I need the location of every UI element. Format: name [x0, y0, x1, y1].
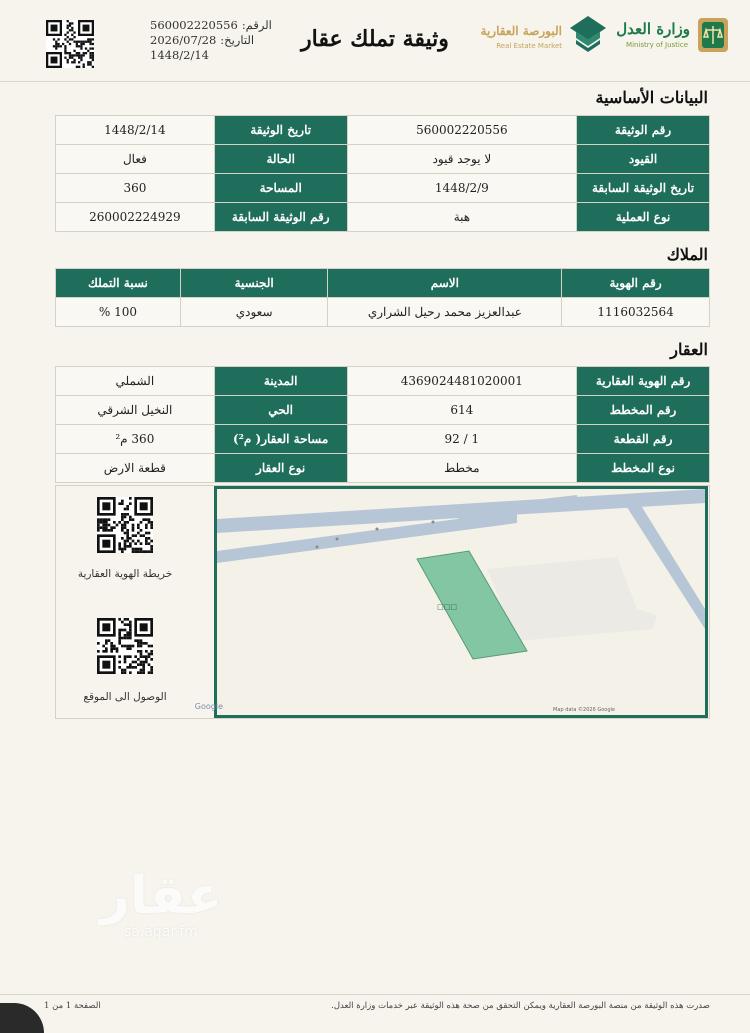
location-qr-code[interactable]	[97, 618, 153, 674]
label-cell: مساحة العقار( م²)	[214, 425, 347, 454]
document-meta	[150, 18, 290, 63]
footer-note: صدرت هذه الوثيقة من منصة البورصة العقارية ويمكن التحقق من صحة هذه الوثيقة عبر خدمات وزارة العدل.	[331, 1001, 710, 1011]
watermark-domain: sa.aqar.fm	[124, 924, 198, 940]
label-cell: القيود	[577, 145, 710, 174]
label-cell: الحي	[214, 396, 347, 425]
property-map-qr-label: خريطة الهوية العقارية	[77, 568, 173, 580]
property-title: العقار	[670, 340, 708, 359]
document-footer	[0, 994, 750, 1016]
parcel-label: □□□	[437, 603, 457, 611]
property-map-qr-code[interactable]	[97, 497, 153, 553]
table-row	[56, 203, 710, 232]
label-cell: الحالة	[214, 145, 347, 174]
real-estate-market-logo	[478, 14, 608, 56]
moj-logo-text: وزارة العدل	[616, 20, 690, 38]
meta-date-row	[150, 33, 290, 48]
table-header-row	[56, 269, 710, 298]
meta-number-value: 560002220556	[150, 18, 238, 32]
meta-date-value: 2026/07/28	[150, 33, 217, 47]
real-estate-market-mark-icon	[568, 14, 608, 54]
google-map-logo: Google	[194, 702, 223, 711]
meta-number-row	[150, 18, 290, 33]
label-cell: تاريخ الوثيقة	[214, 116, 347, 145]
table-row	[56, 145, 710, 174]
value-cell: 260002224929	[56, 203, 215, 232]
table-row	[56, 367, 710, 396]
rem-logo-text: البورصة العقارية	[480, 24, 562, 38]
aqar-watermark	[100, 868, 230, 948]
value-cell: 360 م²	[56, 425, 215, 454]
table-row	[56, 454, 710, 483]
map-attribution: Map data ©2026 Google	[553, 707, 615, 713]
value-cell: 560002220556	[347, 116, 576, 145]
value-cell: مخطط	[347, 454, 577, 483]
property-map[interactable]	[194, 486, 708, 718]
label-cell: رقم القطعة	[577, 425, 710, 454]
owner-name-cell: عبدالعزيز محمد رحيل الشراري	[328, 298, 562, 327]
document-qr-code[interactable]	[46, 20, 94, 68]
basic-data-title: البيانات الأساسية	[595, 88, 708, 107]
owner-share-cell: 100 %	[56, 298, 181, 327]
value-cell: 1 / 92	[347, 425, 577, 454]
value-cell: 4369024481020001	[347, 367, 577, 396]
document-title: وثيقة تملك عقار	[301, 26, 449, 52]
justice-emblem-icon	[696, 14, 730, 54]
meta-date-label: التاريخ:	[220, 33, 255, 47]
value-cell: 614	[347, 396, 577, 425]
label-cell: نوع العقار	[214, 454, 347, 483]
table-row	[56, 396, 710, 425]
value-cell: لا يوجد قيود	[347, 145, 576, 174]
location-qr-label: الوصول الى الموقع	[83, 691, 167, 703]
label-cell: رقم المخطط	[577, 396, 710, 425]
label-cell: المدينة	[214, 367, 347, 396]
moj-logo-subtext: Ministry of Justice	[626, 41, 688, 49]
label-cell: رقم الوثيقة	[577, 116, 710, 145]
meta-hijri-row	[150, 48, 290, 63]
column-header: الاسم	[328, 269, 562, 298]
value-cell: 1448/2/9	[347, 174, 576, 203]
owner-nationality-cell: سعودي	[180, 298, 328, 327]
label-cell: تاريخ الوثيقة السابقة	[577, 174, 710, 203]
property-table	[55, 366, 710, 483]
label-cell: نوع المخطط	[577, 454, 710, 483]
document-header	[0, 0, 750, 82]
table-row	[56, 298, 710, 327]
value-cell: قطعة الارض	[56, 454, 215, 483]
meta-number-label: الرقم:	[241, 18, 272, 32]
table-row	[56, 425, 710, 454]
basic-data-table	[55, 115, 710, 232]
label-cell: رقم الهوية العقارية	[577, 367, 710, 396]
value-cell: هبة	[347, 203, 576, 232]
page-number: الصفحة 1 من 1	[44, 1001, 101, 1011]
value-cell: 360	[56, 174, 215, 203]
owner-id-cell: 1116032564	[562, 298, 710, 327]
rem-logo-subtext: Real Estate Market	[496, 42, 562, 50]
label-cell: المساحة	[214, 174, 347, 203]
watermark-arabic: عقار	[100, 866, 223, 926]
value-cell: النخيل الشرقي	[56, 396, 215, 425]
column-header: رقم الهوية	[562, 269, 710, 298]
table-row	[56, 174, 710, 203]
value-cell: الشملي	[56, 367, 215, 396]
value-cell: 1448/2/14	[56, 116, 215, 145]
label-cell: نوع العملية	[577, 203, 710, 232]
label-cell: رقم الوثيقة السابقة	[214, 203, 347, 232]
column-header: نسبة التملك	[56, 269, 181, 298]
map-canvas	[194, 489, 705, 715]
owners-table	[55, 268, 710, 327]
column-header: الجنسية	[180, 269, 328, 298]
owners-title: الملاك	[666, 245, 708, 264]
meta-hijri-value: 1448/2/14	[150, 48, 209, 62]
value-cell: فعال	[56, 145, 215, 174]
ministry-of-justice-logo	[610, 14, 730, 56]
table-row	[56, 116, 710, 145]
